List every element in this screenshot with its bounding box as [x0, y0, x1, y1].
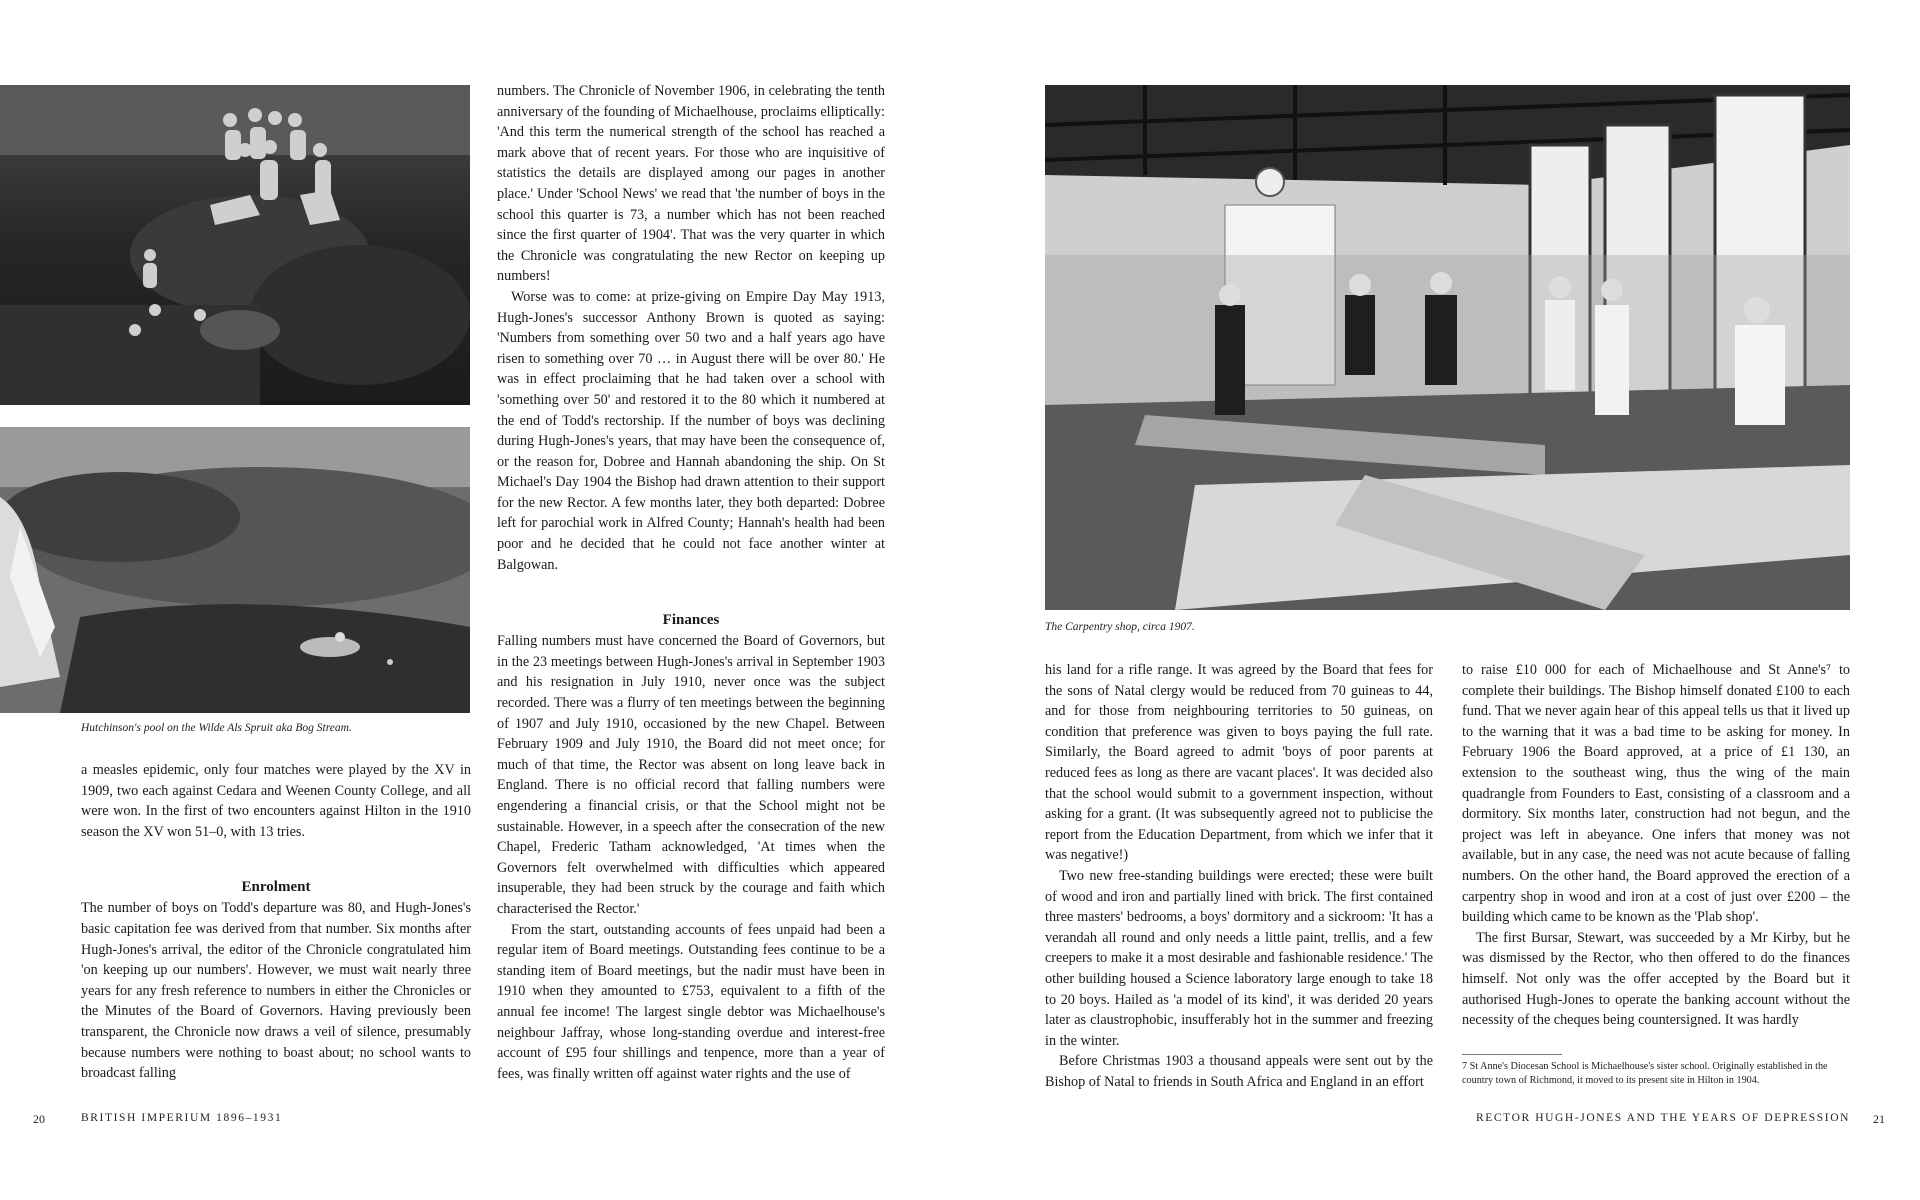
running-head-left: BRITISH IMPERIUM 1896–1931 [81, 1112, 283, 1124]
paragraph: Falling numbers must have concerned the Board of Governors, but in the 23 meetings between Hugh-Jones's arrival in September 1903 and his resignation in July 1910, never once was the subject recorded. There was a flurry of ten meetings between the beginning of 1907 and July 1910, occasioned by the new Chapel. Between February 1909 and July 1910, the Board did not meet once; for much of that time, the Rector was absent on long leave back in England. There is no official record that falling numbers were engendering a financial crisis, or that the School might not be sustainable. However, in a speech after the consecration of the new Chapel, Frederic Tatham acknowledged, 'At times when the Governors felt overwhelmed with difficulties which appeared insuperable, they had been struck by the courage and faith which characterised the Rector.' [497, 633, 885, 917]
paragraph: a measles epidemic, only four matches were played by the XV in 1909, two each against Cedara and Weenen County College, and all were won. In the first of two encounters against Hilton in the 1910 season the XV won 51–0, with 13 tries. [81, 762, 471, 840]
section-heading-enrolment: Enrolment [241, 879, 311, 896]
footnote-rule [1462, 1054, 1562, 1055]
left-photo-caption: Hutchinson's pool on the Wilde Als Spruit aka Bog Stream. [81, 722, 352, 734]
left-column-1 [81, 760, 471, 1084]
footnote-7: 7 St Anne's Diocesan School is Michaelhouse's sister school. Originally established in the country town of Richmond, it moved to its present site in Hilton in 1904. [1462, 1061, 1828, 1086]
right-photo-caption: The Carpentry shop, circa 1907. [1045, 621, 1195, 633]
paragraph: Worse was to come: at prize-giving on Empire Day May 1913, Hugh-Jones's successor Anthony Brown is quoted as saying: 'Numbers from something over 50 two and a half years ago have risen to something over 70 … in August there will be over 80.' He was in effect proclaiming that he had taken over a school with 'something over 50' and restored it to the 80 which it numbered at the end of Todd's rectorship. If the number of boys was declining during Hugh-Jones's years, that may have been the consequence of, or the reason for, Dobree and Hannah abandoning the ship. On St Michael's Day 1904 the Bishop had drawn attention to their support for the new Rector. A few months later, they both departed: Dobree left for parochial work in Alfred County; Hannah's health had been poor and he decided that he could not face another winter at Balgowan. [497, 288, 885, 573]
running-head-right: RECTOR HUGH-JONES AND THE YEARS OF DEPRESSION [1475, 1112, 1850, 1124]
paragraph: The number of boys on Todd's departure was 80, and Hugh-Jones's basic capitation fee was derived from that number. Six months after Hugh-Jones's arrival, the editor of the Chronicle congratulated him 'on keeping up our numbers'. However, we must wait nearly three years for any fresh reference to numbers in either the Chronicles or the Minutes of the Board of Governors. Having previously been transparent, the Chronicle now draws a veil of silence, presumably because numbers were nothing to boast about; no school wants to broadcast falling [81, 900, 471, 1082]
right-column-2 [1462, 660, 1850, 1031]
paragraph: From the start, outstanding accounts of fees unpaid had been a regular item of Board meetings. Outstanding fees continue to be a standing item of Board meetings, but the nadir must have been in 1910 when they amounted to £753, equivalent to a fifth of the annual fee income! The largest single debtor was Michaelhouse's neighbour Jaffray, whose long-standing overdue and interest-free account of £95 four shillings and tenpence, more than a year of fees, was finally written off against water rights and the use of [497, 921, 885, 1082]
paragraph: his land for a rifle range. It was agreed by the Board that fees for the sons of Natal clergy would be reduced from 70 guineas to 44, and for those from neighbouring territories to 50 guineas, on condition that preference was given to boys paying the full rate. Similarly, the Board agreed to admit 'boys of poor parents at reduced fees as long as there are vacant places'. It was decided also that the school would submit to a government inspection, without asking for a grant. (It was subsequently agreed not to publicise the report from the Education Department, from which we infer that it was negative!) [1045, 662, 1433, 864]
folio-left: 20 [33, 1112, 45, 1126]
section-heading-finances: Finances [662, 612, 720, 629]
paragraph: Before Christmas 1903 a thousand appeals were sent out by the Bishop of Natal to friends in South Africa and England in an effort [1045, 1053, 1433, 1090]
photo-pool-waterfall [0, 427, 470, 713]
folio-right: 21 [1873, 1112, 1885, 1126]
right-column-1 [1045, 660, 1433, 1092]
paragraph: Two new free-standing buildings were erected; these were built of wood and iron and partially lined with brick. The first contained three masters' bedrooms, a boys' dormitory and a sickroom: 'It has a verandah all round and only needs a little paint, trellis, and a few creepers to make it a most desirable and fashionable residence.' The other building housed a Science laboratory large enough to take 18 to 20 boys. Hailed as 'a model of its kind', it was derided 20 years later as claustrophobic, insufferably hot in the summer and freezing in the winter. [1045, 867, 1433, 1049]
photo-boys-bathing [0, 85, 470, 405]
paragraph: numbers. The Chronicle of November 1906, in celebrating the tenth anniversary of the founding of Michaelhouse, proclaims elliptically: 'And this term the numerical strength of the school has reached a mark above that of recent years. For those who are inquisitive of statistics the details are displayed among our pages in another place.' Under 'School News' we read that 'the number of boys in the school this quarter is 73, a number which has not been reached since the first quarter of 1904'. That was the very quarter in which the Chronicle was congratulating the new Rector on keeping up numbers! [497, 83, 885, 285]
paragraph: The first Bursar, Stewart, was succeeded by a Mr Kirby, but he was dismissed by the Rector, who then offered to do the finances himself. Not only was the offer accepted by the Board but it authorised Hugh-Jones to operate the banking account without the necessity of the cheques being countersigned. It was hardly [1462, 929, 1850, 1029]
paragraph: to raise £10 000 for each of Michaelhouse and St Anne's⁷ to complete their buildings. The Bishop himself donated £100 to each fund. That we never again hear of this appeal tells us that it lived up to the warning that it was a bad time to be asking for money. In February 1906 the Board approved, at a price of £1 130, an extension to the southeast wing, thus the wing of the main quadrangle from Founders to East, consisting of a classroom and a dormitory. Six months later, construction had not begun, and the project was left in abeyance. One infers that money was not available, but in any case, the need was not acute because of falling numbers. On the other hand, the Board approved the erection of a carpentry shop in wood and iron at a cost of just over £200 – the building which came to be known as the 'Plab shop'. [1462, 662, 1850, 926]
left-column-2 [497, 81, 885, 1084]
photo-carpentry-shop [1045, 85, 1850, 610]
